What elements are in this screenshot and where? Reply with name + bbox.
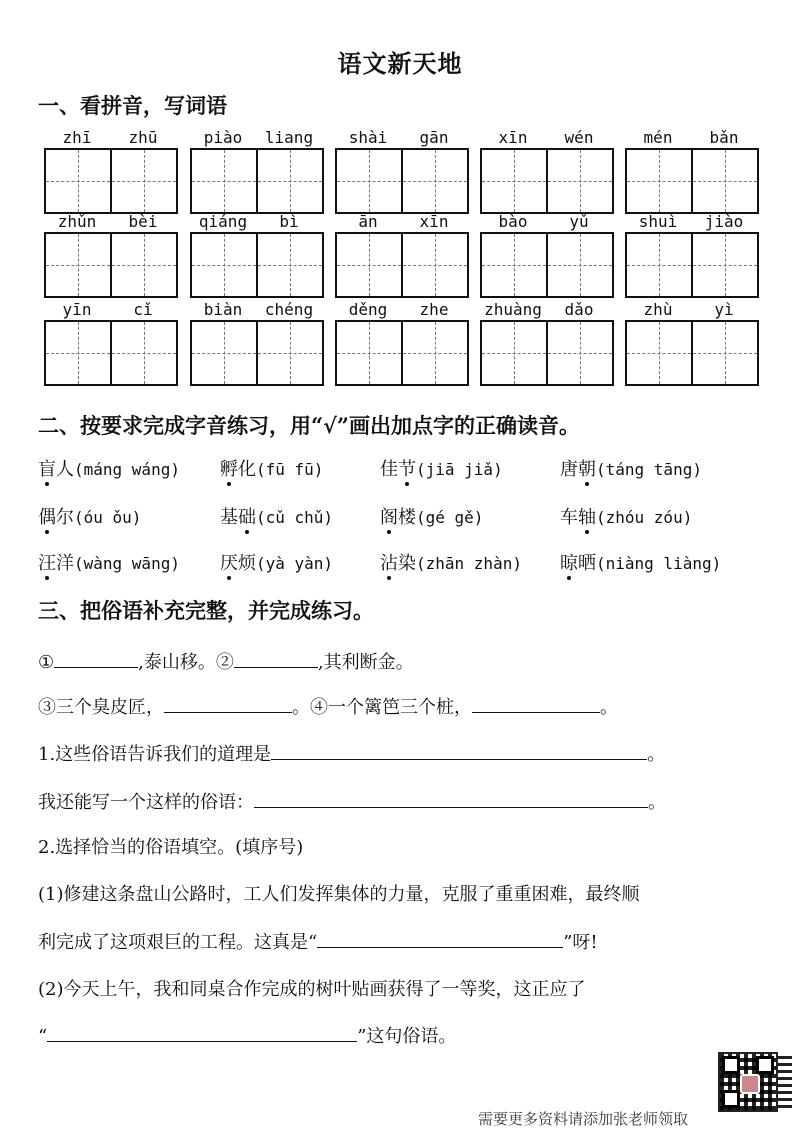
- pinyin-word: [335, 300, 467, 380]
- proverb-3-blank[interactable]: [164, 694, 292, 713]
- question-2-2-line-a: (2)今天上午，我和同桌合作完成的树叶贴画获得了一等奖，这正应了: [38, 979, 586, 1000]
- part1-heading: 一、看拼音，写词语: [38, 93, 227, 118]
- word-character: 染: [398, 553, 416, 574]
- writing-grid: [335, 148, 469, 214]
- question-1-text: 1.这些俗语告诉我们的道理是: [38, 744, 272, 765]
- pinyin-syllable: biàn: [203, 300, 243, 319]
- pinyin-options[interactable]: (niàng liàng): [596, 554, 722, 573]
- pinyin-syllable: shuì: [638, 212, 678, 231]
- proverb-line-2: [38, 693, 618, 719]
- character-box[interactable]: [401, 150, 467, 212]
- pinyin-row: [44, 300, 764, 380]
- pinyin-word: [44, 212, 176, 292]
- reading-item: [380, 549, 522, 575]
- pinyin-options[interactable]: (máng wáng): [74, 460, 180, 479]
- pinyin-word: [190, 212, 322, 292]
- pinyin-syllable: ān: [358, 212, 378, 231]
- pinyin-word: [190, 128, 322, 208]
- character-box[interactable]: [337, 322, 401, 384]
- word-character: 洋: [56, 553, 74, 574]
- pinyin-syllable: jiào: [704, 212, 744, 231]
- character-box[interactable]: [691, 234, 757, 296]
- character-box[interactable]: [546, 150, 612, 212]
- writing-grid: [44, 148, 178, 214]
- reading-item: [38, 455, 180, 481]
- pinyin-syllable: bǎn: [709, 128, 739, 147]
- pinyin-syllable: cǐ: [133, 300, 153, 319]
- pinyin-options[interactable]: (zhóu zóu): [596, 508, 693, 527]
- question-1b: [38, 788, 666, 814]
- pinyin-syllable: zhī: [62, 128, 92, 147]
- word-character: 尔: [56, 507, 74, 528]
- writing-grid: [480, 320, 614, 386]
- pinyin-options[interactable]: (táng tāng): [596, 460, 702, 479]
- character-box[interactable]: [546, 322, 612, 384]
- dotted-character: 孵: [220, 459, 238, 480]
- dotted-character: 盲: [38, 459, 56, 480]
- reading-item: [220, 549, 333, 575]
- character-box[interactable]: [256, 234, 322, 296]
- proverb-line-1: [38, 648, 414, 674]
- question-2: 2.选择恰当的俗语填空。(填序号): [38, 837, 304, 858]
- pinyin-word: [480, 212, 612, 292]
- qr-code: [718, 1052, 778, 1112]
- character-box[interactable]: [46, 150, 110, 212]
- reading-item: [380, 503, 483, 529]
- proverb-3-text: ③三个臭皮匠，: [38, 697, 164, 718]
- character-box[interactable]: [482, 150, 546, 212]
- character-box[interactable]: [401, 322, 467, 384]
- question-1: [38, 740, 665, 766]
- dotted-character: 汪: [38, 553, 56, 574]
- word-character: 佳: [380, 459, 398, 480]
- pinyin-syllable: chéng: [264, 300, 314, 319]
- pinyin-syllable: shài: [348, 128, 388, 147]
- pinyin-syllable: děng: [348, 300, 388, 319]
- qr-finder-pattern: [756, 1056, 774, 1074]
- writing-grid: [190, 148, 324, 214]
- character-box[interactable]: [110, 150, 176, 212]
- dotted-character: 朝: [578, 459, 596, 480]
- dotted-character: 偶: [38, 507, 56, 528]
- proverb-2-text: ,其利断金。: [317, 652, 414, 673]
- character-box[interactable]: [482, 234, 546, 296]
- pinyin-syllable: gān: [419, 128, 449, 147]
- question-2-2-open-quote: “: [38, 1026, 48, 1047]
- side-barcode: [778, 1052, 792, 1108]
- footer-note: 需要更多资料请添加张老师领取: [478, 1110, 689, 1128]
- reading-row: [38, 549, 768, 579]
- pinyin-word: [480, 128, 612, 208]
- question-2-1-line-b: [38, 928, 598, 954]
- pinyin-options[interactable]: (gé gě): [416, 508, 484, 527]
- pinyin-syllable: piào: [203, 128, 243, 147]
- dotted-character: 晾: [560, 553, 578, 574]
- character-box[interactable]: [691, 322, 757, 384]
- character-box[interactable]: [337, 150, 401, 212]
- writing-grid: [625, 232, 759, 298]
- dotted-character: 础: [238, 507, 256, 528]
- proverb-1-blank[interactable]: [54, 649, 138, 668]
- character-box[interactable]: [256, 150, 322, 212]
- question-2-1-blank[interactable]: [317, 929, 563, 948]
- writing-grid: [190, 320, 324, 386]
- character-box[interactable]: [46, 234, 110, 296]
- character-box[interactable]: [546, 234, 612, 296]
- pinyin-syllable: zhuàng: [484, 300, 542, 319]
- pinyin-word: [480, 300, 612, 380]
- dotted-character: 厌: [220, 553, 238, 574]
- pinyin-syllable: yǔ: [569, 212, 589, 231]
- pinyin-syllable: yīn: [62, 300, 92, 319]
- reading-item: [560, 549, 721, 575]
- character-box[interactable]: [192, 322, 256, 384]
- dotted-character: 沾: [380, 553, 398, 574]
- question-2-1-end: ”呀!: [563, 932, 598, 953]
- character-box[interactable]: [627, 322, 691, 384]
- word-character: 唐: [560, 459, 578, 480]
- pinyin-word: [44, 128, 176, 208]
- character-box[interactable]: [110, 234, 176, 296]
- qr-finder-pattern: [722, 1090, 740, 1108]
- character-box[interactable]: [46, 322, 110, 384]
- writing-grid: [625, 148, 759, 214]
- word-character: 化: [238, 459, 256, 480]
- pinyin-row: [44, 212, 764, 292]
- pinyin-syllable: zhù: [643, 300, 673, 319]
- character-box[interactable]: [256, 322, 322, 384]
- character-box[interactable]: [482, 322, 546, 384]
- pinyin-syllable: mén: [643, 128, 673, 147]
- character-box[interactable]: [691, 150, 757, 212]
- pinyin-syllable: xīn: [419, 212, 449, 231]
- character-box[interactable]: [337, 234, 401, 296]
- question-1-end: 。: [647, 744, 666, 765]
- reading-item: [38, 503, 141, 529]
- pinyin-options[interactable]: (zhān zhàn): [416, 554, 522, 573]
- question-2-2-blank[interactable]: [47, 1023, 357, 1042]
- word-character: 人: [56, 459, 74, 480]
- proverb-4-end: 。: [600, 697, 618, 718]
- dotted-character: 阁: [380, 507, 398, 528]
- character-box[interactable]: [627, 234, 691, 296]
- pinyin-row: [44, 128, 764, 208]
- reading-item: [560, 503, 692, 529]
- writing-grid: [190, 232, 324, 298]
- proverb-1-number: ①: [38, 652, 55, 673]
- part2-heading: 二、按要求完成字音练习，用“√”画出加点字的正确读音。: [38, 413, 580, 438]
- pinyin-syllable: bào: [498, 212, 528, 231]
- dotted-character: 轴: [578, 507, 596, 528]
- reading-item: [220, 455, 323, 481]
- question-1b-end: 。: [648, 792, 666, 813]
- writing-grid: [480, 232, 614, 298]
- proverb-4-blank[interactable]: [472, 694, 600, 713]
- character-box[interactable]: [401, 234, 467, 296]
- reading-item: [38, 549, 180, 575]
- pinyin-syllable: zhū: [128, 128, 158, 147]
- reading-item: [380, 455, 503, 481]
- proverb-1-text: ,泰山移。②: [138, 652, 234, 673]
- writing-grid: [44, 232, 178, 298]
- question-1b-blank[interactable]: [254, 789, 648, 808]
- writing-grid: [480, 148, 614, 214]
- part3-heading: 三、把俗语补充完整，并完成练习。: [38, 598, 374, 623]
- word-character: 烦: [238, 553, 256, 574]
- pinyin-word: [625, 300, 757, 380]
- character-box[interactable]: [110, 322, 176, 384]
- pinyin-word: [625, 212, 757, 292]
- question-2-2-end: ”这句俗语。: [357, 1026, 457, 1047]
- pinyin-word: [625, 128, 757, 208]
- reading-item: [560, 455, 702, 481]
- writing-grid: [625, 320, 759, 386]
- pinyin-options[interactable]: (yà yàn): [256, 554, 334, 573]
- pinyin-options[interactable]: (fū fū): [256, 460, 324, 479]
- character-box[interactable]: [192, 234, 256, 296]
- pinyin-syllable: xīn: [498, 128, 528, 147]
- question-2-1-line-a: (1)修建这条盘山公路时，工人们发挥集体的力量，克服了重重困难，最终顺: [38, 884, 640, 905]
- pinyin-syllable: yì: [714, 300, 734, 319]
- question-2-2-line-b: [38, 1022, 456, 1048]
- pinyin-options[interactable]: (jiā jiǎ): [416, 460, 503, 479]
- pinyin-syllable: zhe: [419, 300, 449, 319]
- page-title: 语文新天地: [337, 49, 463, 78]
- pinyin-options[interactable]: (wàng wāng): [74, 554, 180, 573]
- question-2-1-text: 利完成了这项艰巨的工程。这真是“: [38, 932, 318, 953]
- dotted-character: 节: [398, 459, 416, 480]
- word-character: 楼: [398, 507, 416, 528]
- question-1-blank[interactable]: [271, 741, 647, 760]
- word-character: 车: [560, 507, 578, 528]
- proverb-2-blank[interactable]: [234, 649, 318, 668]
- pinyin-word: [44, 300, 176, 380]
- qr-finder-pattern: [722, 1056, 740, 1074]
- writing-grid: [44, 320, 178, 386]
- reading-row: [38, 455, 768, 485]
- proverb-4-text: 。④一个篱笆三个桩，: [292, 697, 472, 718]
- word-character: 晒: [578, 553, 596, 574]
- pinyin-options[interactable]: (cǔ chǔ): [256, 508, 334, 527]
- pinyin-word: [335, 212, 467, 292]
- writing-grid: [335, 232, 469, 298]
- pinyin-syllable: bì: [279, 212, 299, 231]
- character-box[interactable]: [627, 150, 691, 212]
- writing-grid: [335, 320, 469, 386]
- pinyin-word: [335, 128, 467, 208]
- qr-avatar: [740, 1074, 760, 1094]
- pinyin-syllable: qiáng: [198, 212, 248, 231]
- pinyin-syllable: liang: [264, 128, 314, 147]
- pinyin-syllable: wén: [564, 128, 594, 147]
- reading-row: [38, 503, 768, 533]
- word-character: 基: [220, 507, 238, 528]
- character-box[interactable]: [192, 150, 256, 212]
- pinyin-options[interactable]: (óu ǒu): [74, 508, 142, 527]
- pinyin-syllable: zhǔn: [57, 212, 97, 231]
- pinyin-word: [190, 300, 322, 380]
- pinyin-syllable: dǎo: [564, 300, 594, 319]
- reading-item: [220, 503, 333, 529]
- question-1b-text: 我还能写一个这样的俗语：: [38, 792, 254, 813]
- pinyin-syllable: bèi: [128, 212, 158, 231]
